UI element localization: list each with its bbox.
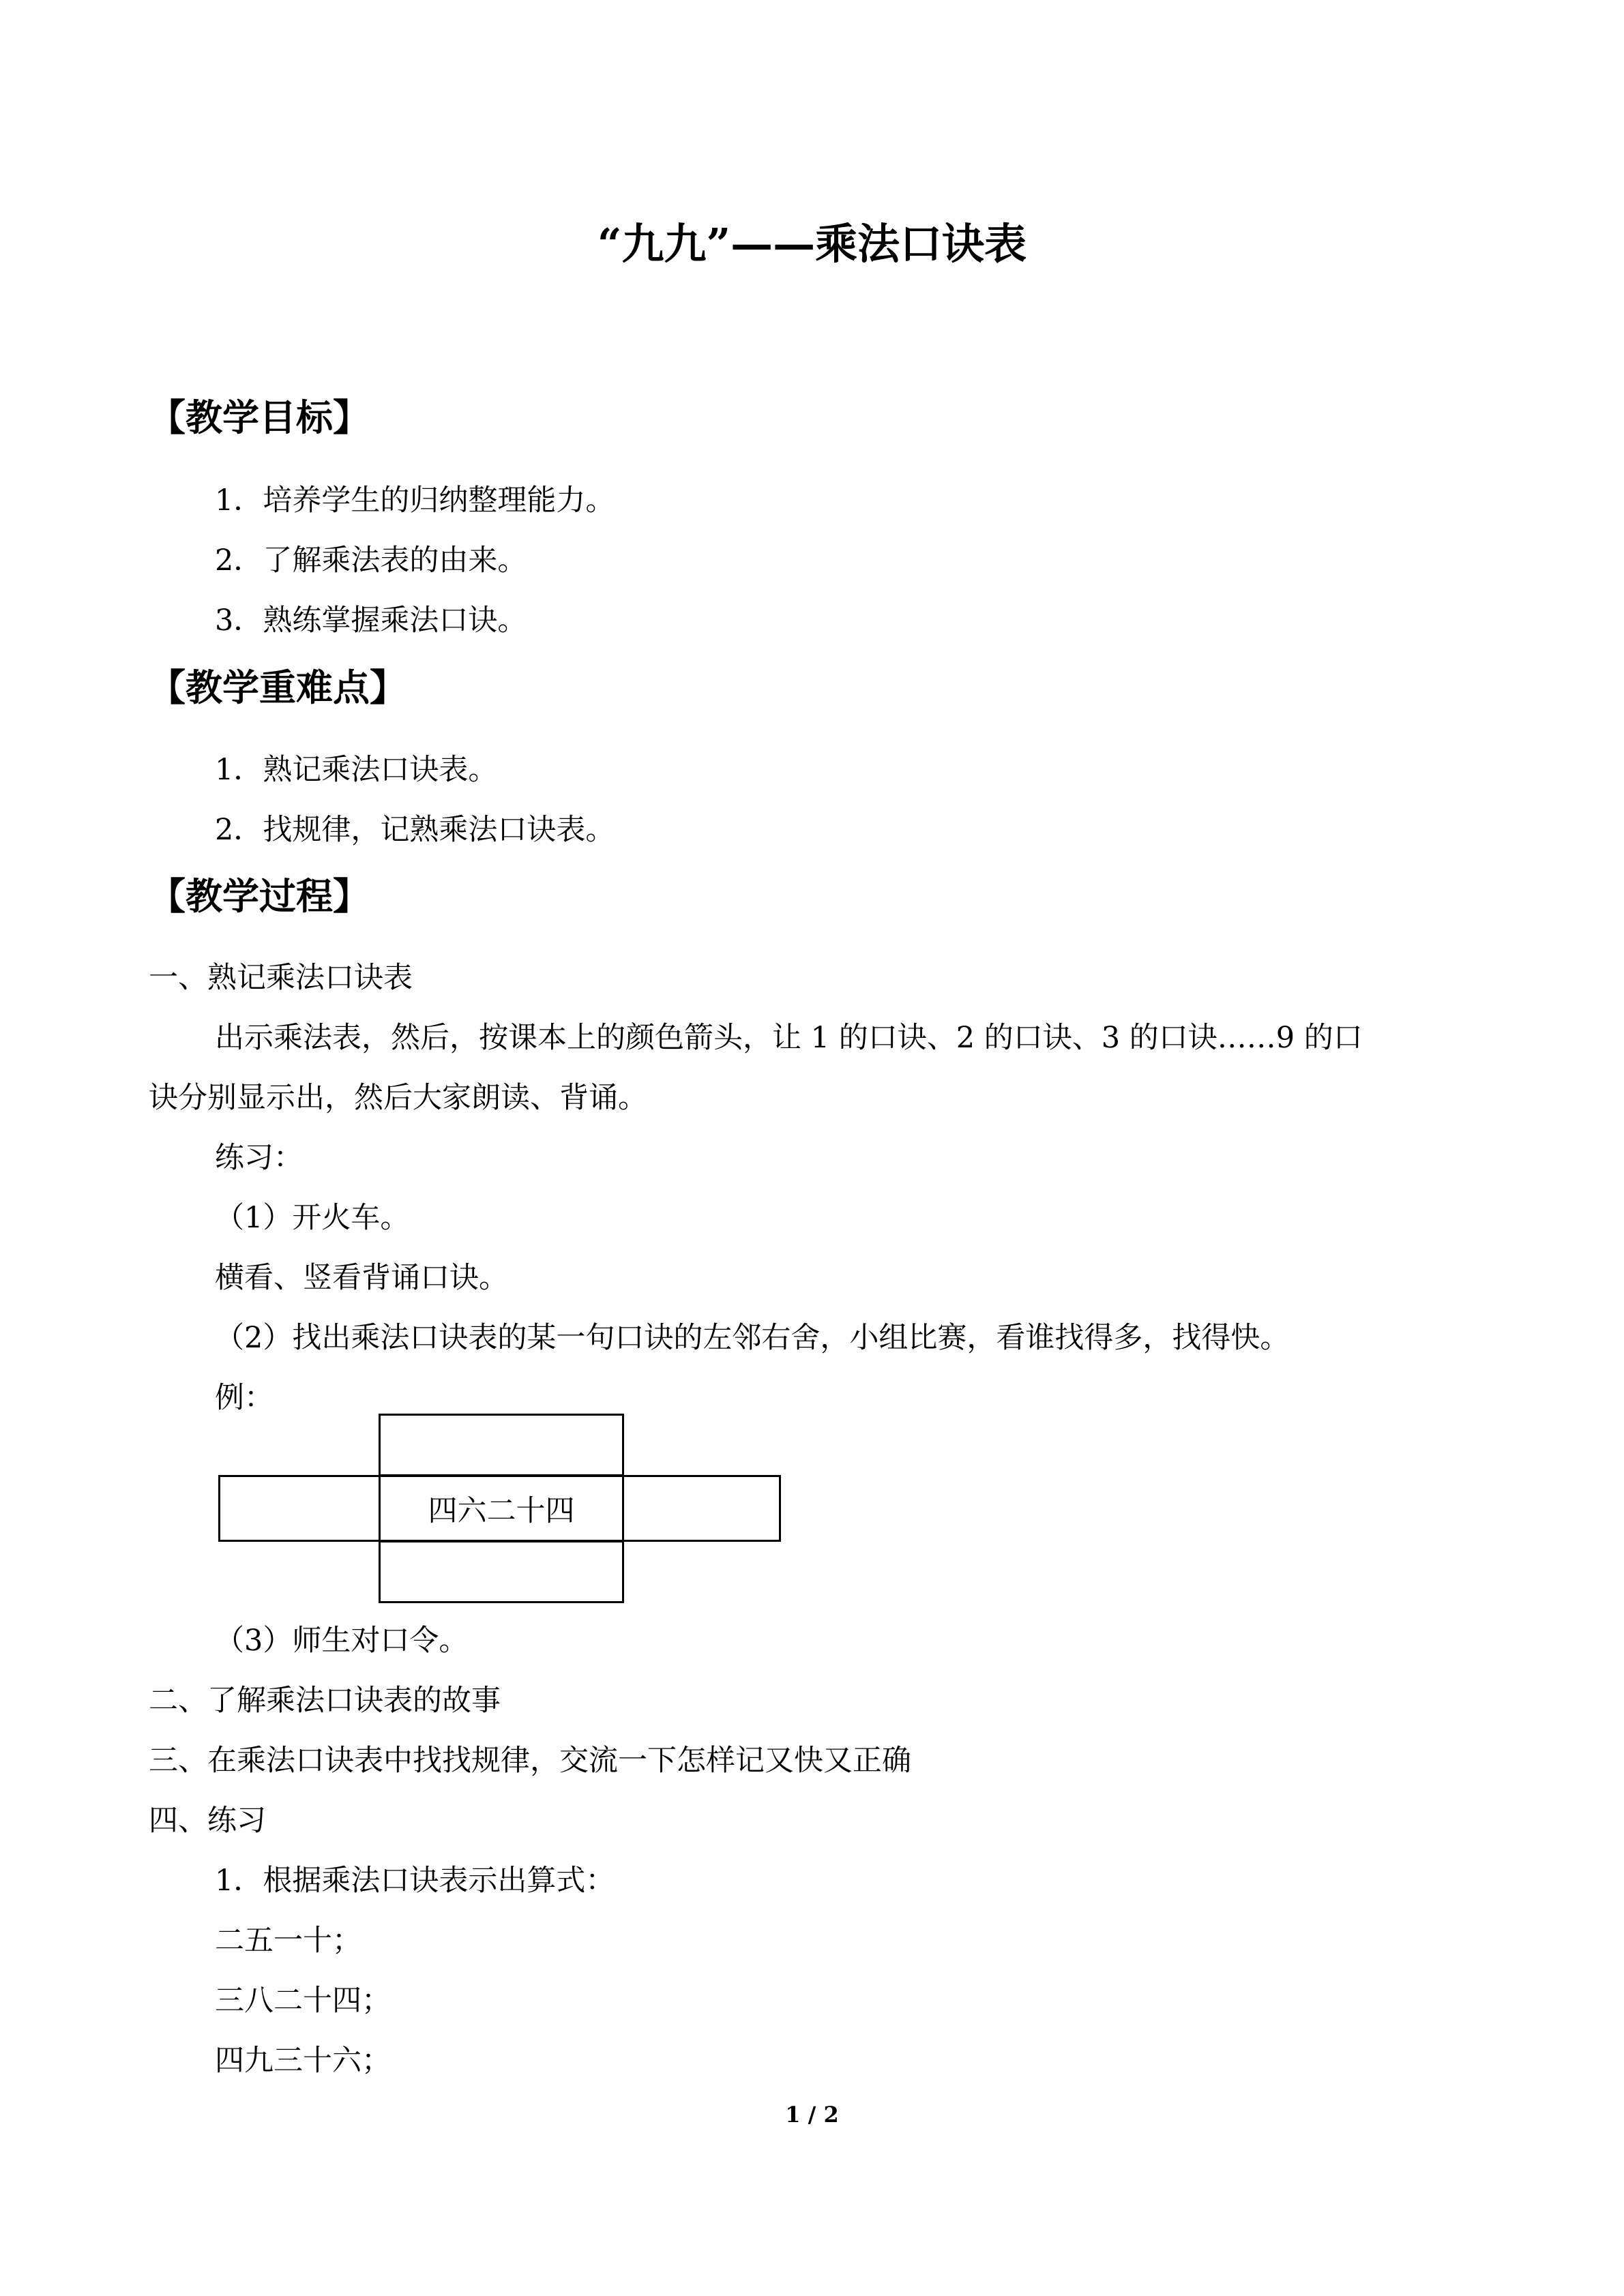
practice-2: （2）找出乘法口诀表的某一句口诀的左邻右舍，小组比赛，看谁找得多，找得快。	[215, 1321, 1290, 1355]
example-center-text: 四六二十四	[428, 1493, 575, 1528]
process-part3-title: 三、在乘法口诀表中找找规律，交流一下怎样记又快又正确	[149, 1744, 911, 1778]
process-part2-title: 二、了解乘法口诀表的故事	[149, 1684, 501, 1718]
exercise-item-1: 二五一十；	[215, 1924, 361, 1958]
process-part1-title: 一、熟记乘法口诀表	[149, 961, 413, 995]
practice-1-detail: 横看、竖看背诵口诀。	[215, 1261, 508, 1295]
process-part1-paragraph-line1: 出示乘法表，然后，按课本上的颜色箭头，让 1 的口诀、2 的口诀、3 的口诀……9 的口	[215, 1021, 1363, 1055]
key-point-item-2: 2．找规律，记熟乘法口诀表。	[215, 813, 615, 847]
example-center-box	[379, 1475, 624, 1542]
page-title: “九九”——乘法口诀表	[597, 219, 1027, 269]
page-number: 1 / 2	[785, 2102, 839, 2128]
section-heading-goals: 【教学目标】	[149, 396, 370, 439]
exercise-item-2: 三八二十四；	[215, 1984, 391, 2018]
process-part4-title: 四、练习	[149, 1804, 266, 1838]
key-point-item-1: 1．熟记乘法口诀表。	[215, 753, 498, 787]
practice-label: 练习：	[215, 1141, 303, 1175]
example-top-box	[379, 1414, 624, 1476]
section-heading-process: 【教学过程】	[149, 875, 370, 918]
process-part1-paragraph-line2: 诀分别显示出，然后大家朗读、背诵。	[149, 1081, 647, 1115]
example-bottom-box	[379, 1540, 624, 1603]
exercise-item-3: 四九三十六；	[215, 2044, 391, 2078]
exercise-1: 1．根据乘法口诀表示出算式：	[215, 1864, 615, 1898]
goal-item-2: 2．了解乘法表的由来。	[215, 543, 527, 578]
example-label: 例：	[215, 1381, 274, 1415]
goal-item-1: 1．培养学生的归纳整理能力。	[215, 483, 615, 518]
practice-3: （3）师生对口令。	[215, 1624, 469, 1658]
practice-1: （1）开火车。	[215, 1201, 410, 1235]
goal-item-3: 3．熟练掌握乘法口诀。	[215, 603, 527, 638]
section-heading-key-points: 【教学重难点】	[149, 666, 407, 709]
